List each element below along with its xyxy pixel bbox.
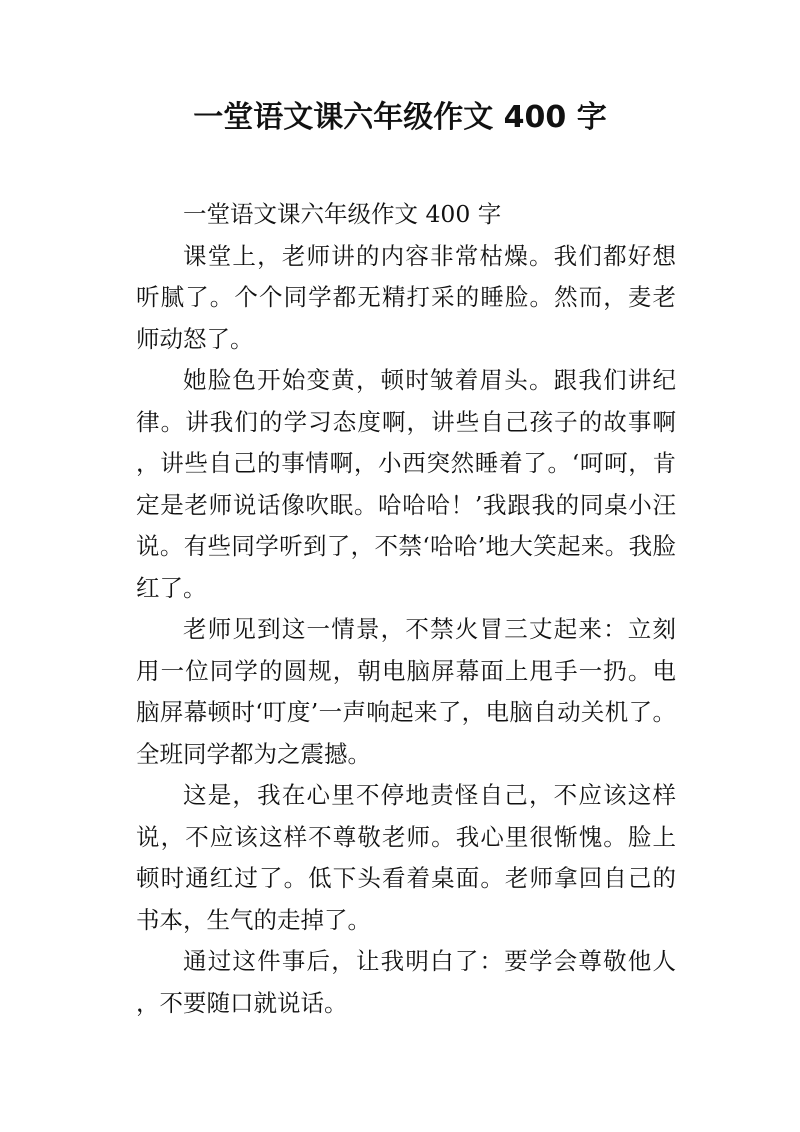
document-title: 一堂语文课六年级作文 400 字 [193, 100, 607, 135]
paragraph: 她脸色开始变黄，顿时皱着眉头。跟我们讲纪律。讲我们的学习态度啊，讲些自己孩子的故事啊，讲些自己的事情啊，小西突然睡着了。‘呵呵，肯定是老师说话像吹眠。哈哈哈！’我跟我的同桌小汪说。有些同学听到了，不禁‘哈哈’地大笑起来。我脸红了。 [136, 366, 676, 602]
paragraph: 老师见到这一情景，不禁火冒三丈起来：立刻用一位同学的圆规，朝电脑屏幕面上甩手一扔。电脑屏幕顿时‘叮度’一声响起来了，电脑自动关机了。全班同学都为之震撼。 [136, 615, 676, 768]
paragraph: 课堂上，老师讲的内容非常枯燥。我们都好想听腻了。个个同学都无精打采的睡脸。然而，麦老师动怒了。 [136, 241, 676, 353]
paragraph: 一堂语文课六年级作文 400 字 [183, 200, 502, 228]
document-body [136, 194, 676, 1024]
paragraph: 通过这件事后，让我明白了：要学会尊敬他人，不要随口就说话。 [136, 947, 676, 1017]
paragraph: 这是，我在心里不停地责怪自己，不应该这样说，不应该这样不尊敬老师。我心里很惭愧。脸上顿时通红过了。低下头看着桌面。老师拿回自己的书本，生气的走掉了。 [136, 781, 676, 934]
